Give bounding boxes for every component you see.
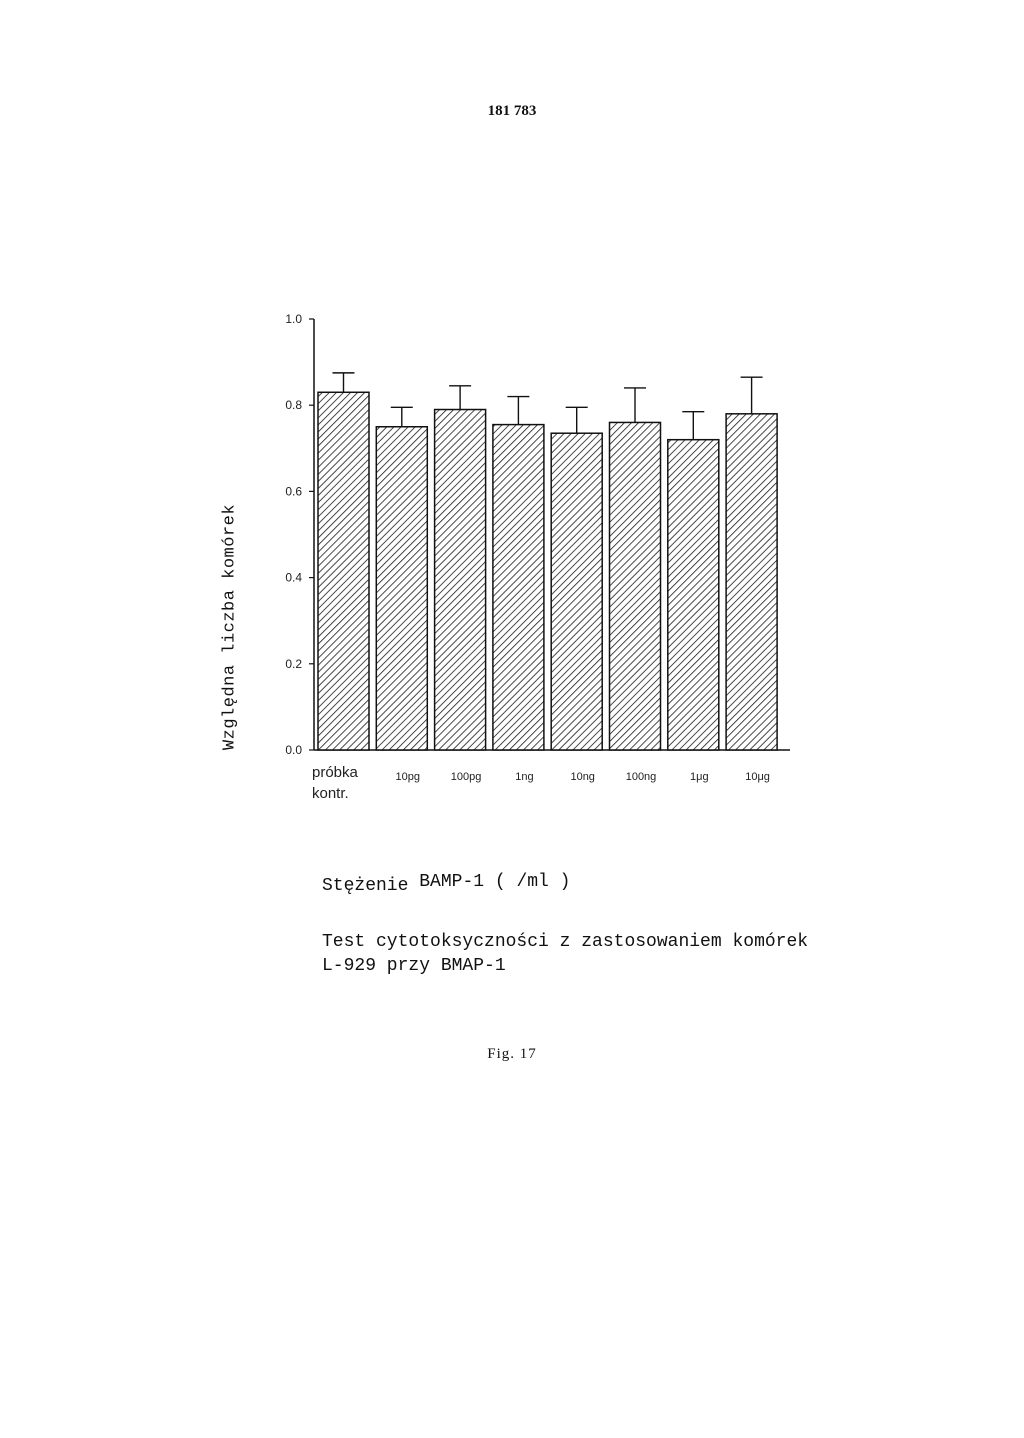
figure-label: Fig. 17 [487, 1046, 537, 1062]
bar [668, 440, 719, 750]
x-tick-label: 10pg [395, 771, 421, 783]
y-tick-label: 0.4 [285, 570, 302, 585]
bar [376, 427, 427, 750]
x-axis-title [322, 872, 571, 896]
x-tick-label: 10ng [570, 771, 595, 783]
bar [318, 392, 369, 750]
y-tick-label: 0.0 [285, 743, 302, 757]
figure-caption [322, 930, 808, 978]
y-tick-label: 0.6 [285, 484, 302, 499]
y-axis-title-text: Względna liczba komórek [220, 503, 240, 751]
x-tick-label: 1μg [690, 771, 709, 783]
bar [726, 414, 777, 750]
page-number: 181 783 [487, 103, 537, 119]
x-tick-label: 10μg [745, 771, 770, 783]
x-tick-label: 1ng [515, 771, 534, 783]
x-axis-title-unit: BAMP-1 ( /ml ) [419, 872, 571, 892]
caption-line-1: Test cytotoksyczności z zastosowaniem komórek [322, 932, 809, 952]
bar [493, 425, 544, 750]
x-tick-labels [312, 764, 770, 802]
x-axis-title-label: Stężenie [322, 876, 409, 896]
bar [435, 410, 486, 750]
bar [551, 433, 602, 750]
y-tick-label: 0.2 [285, 656, 302, 671]
y-tick-label: 1.0 [285, 312, 302, 326]
x-tick-label: 100pg [450, 771, 482, 783]
bar [610, 422, 661, 750]
y-tick-label: 0.8 [285, 398, 302, 413]
caption-line-2: L-929 przy BMAP-1 [322, 956, 506, 976]
x-tick-label: 100ng [625, 771, 657, 783]
x-tick-label: próbka [312, 764, 358, 781]
bars-group [318, 373, 777, 750]
x-tick-label: kontr. [312, 785, 349, 802]
